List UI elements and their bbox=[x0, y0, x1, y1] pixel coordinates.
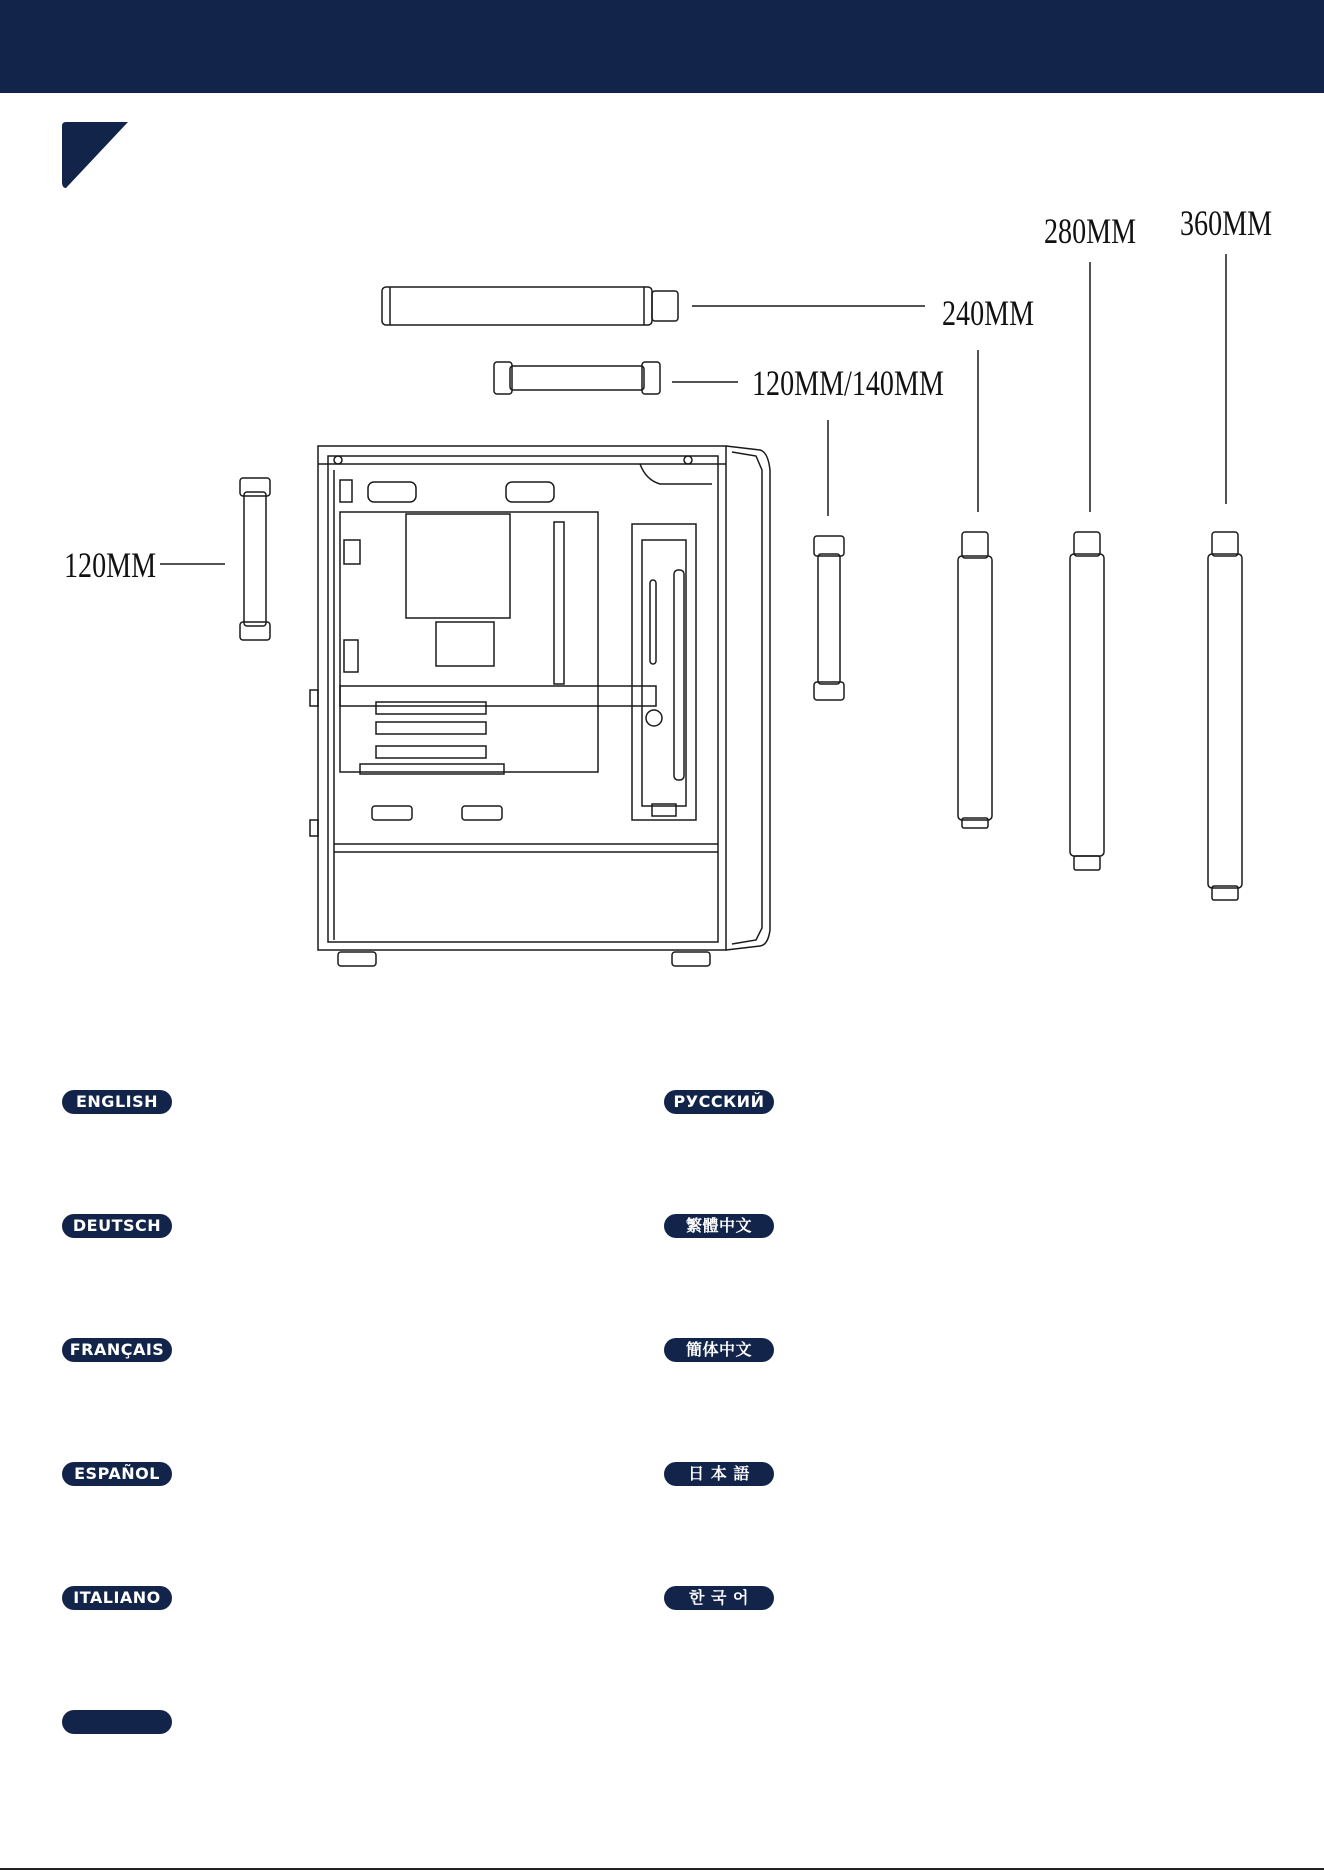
top-240-radiator bbox=[382, 287, 925, 325]
label-side-120mm: 120MM bbox=[64, 545, 157, 585]
label-top-120-140mm: 120MM/140MM bbox=[752, 363, 944, 403]
lang-pill-korean: 한 국 어 bbox=[664, 1586, 774, 1610]
lang-pill-english: ENGLISH bbox=[62, 1090, 172, 1114]
lang-pill-francais: FRANÇAIS bbox=[62, 1338, 172, 1362]
front-360-radiator bbox=[1208, 254, 1242, 900]
front-280-radiator bbox=[1070, 262, 1104, 870]
lang-pill-traditional-chinese: 繁體中文 bbox=[664, 1214, 774, 1238]
lang-pill-japanese: 日 本 語 bbox=[664, 1462, 774, 1486]
lang-pill-simplified-chinese: 簡体中文 bbox=[664, 1338, 774, 1362]
label-front-280mm: 280MM bbox=[1044, 211, 1137, 251]
radiator-support-diagram bbox=[0, 190, 1324, 1000]
lang-pill-espanol: ESPAÑOL bbox=[62, 1462, 172, 1486]
header-bar bbox=[0, 0, 1324, 93]
lang-pill-russian: РУССКИЙ bbox=[664, 1090, 774, 1114]
front-120-radiator bbox=[814, 420, 844, 700]
lang-pill-blank bbox=[62, 1710, 172, 1734]
label-top-240mm: 240MM bbox=[942, 293, 1035, 333]
lang-pill-deutsch: DEUTSCH bbox=[62, 1214, 172, 1238]
case-outline bbox=[310, 446, 770, 966]
corner-triangle-icon bbox=[62, 122, 130, 190]
front-240-radiator bbox=[958, 350, 992, 828]
lang-pill-italiano: ITALIANO bbox=[62, 1586, 172, 1610]
label-front-360mm: 360MM bbox=[1180, 203, 1273, 243]
footer-rule bbox=[0, 1868, 1324, 1870]
top-120-radiator bbox=[494, 362, 738, 394]
side-120-radiator bbox=[160, 478, 270, 640]
